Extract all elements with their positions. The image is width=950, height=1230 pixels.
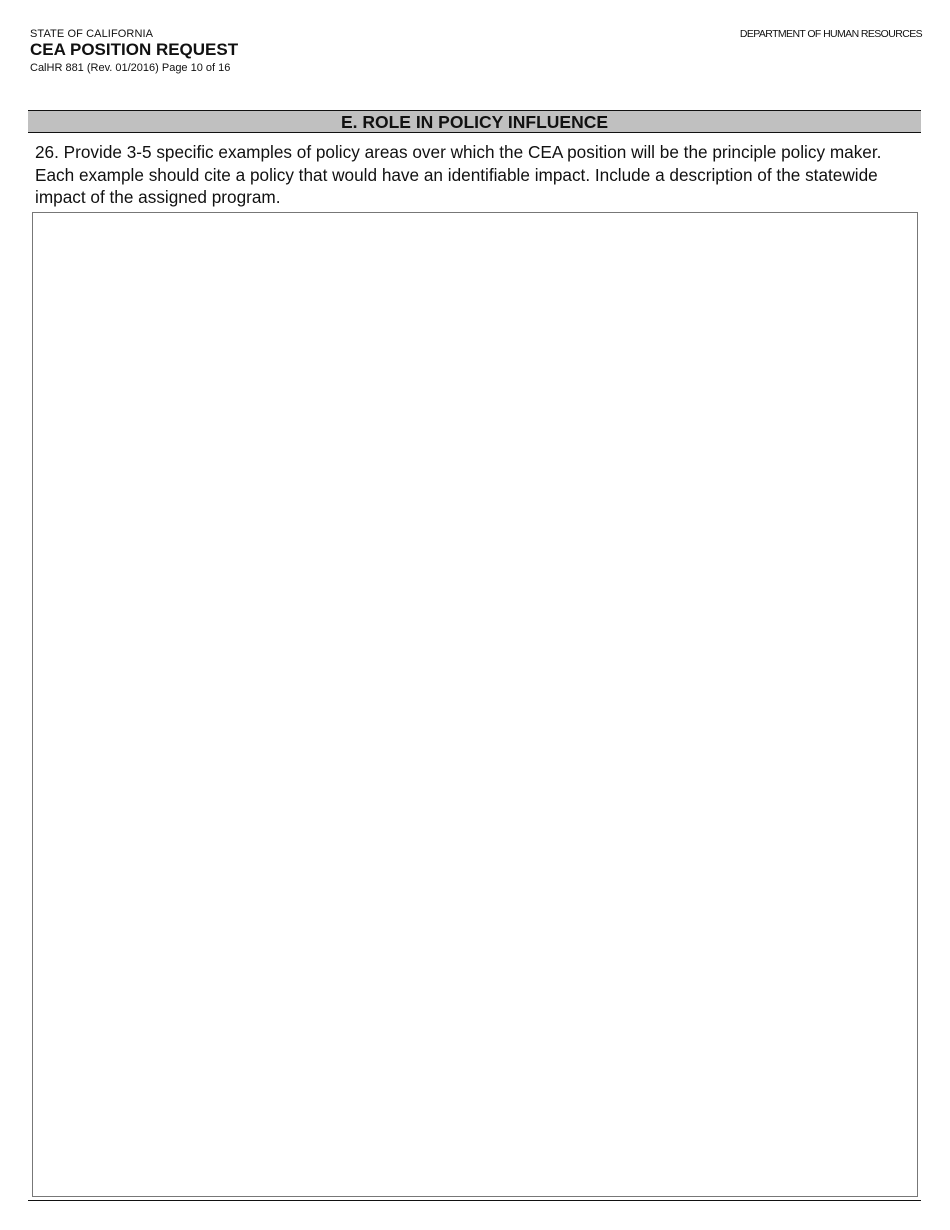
section-e-header: E. ROLE IN POLICY INFLUENCE	[28, 110, 921, 133]
state-of-california-label: STATE OF CALIFORNIA	[30, 28, 154, 40]
department-label: DEPARTMENT OF HUMAN RESOURCES	[739, 28, 922, 40]
form-title: CEA POSITION REQUEST	[30, 40, 239, 59]
bottom-divider	[28, 1200, 921, 1201]
question-26-text: 26. Provide 3-5 specific examples of policy areas over which the CEA position will be the principle policy maker. Each example should cite a policy that would have an identifiable impact. Include a description of the statewide impact of the assigned program.	[35, 142, 882, 207]
form-revision-page-info: CalHR 881 (Rev. 01/2016) Page 10 of 16	[30, 62, 231, 74]
question-26-answer-field[interactable]	[32, 212, 918, 1197]
